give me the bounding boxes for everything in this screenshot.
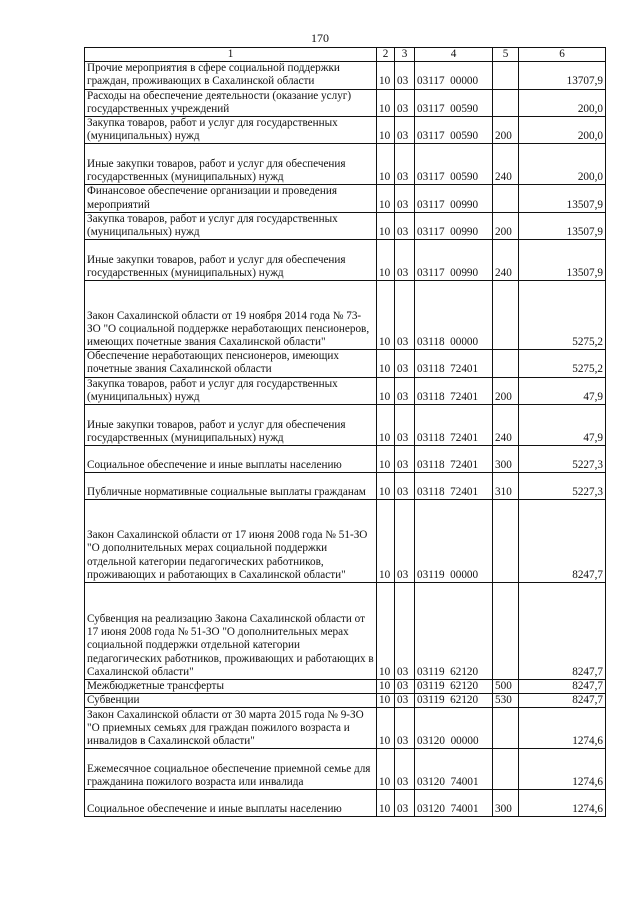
row-section: 10 [377,405,395,446]
row-section: 10 [377,62,395,89]
row-name: Иные закупки товаров, работ и услуг для обеспечения государственных (муниципальных) нужд [85,144,377,185]
row-subsection: 03 [395,473,415,500]
row-subsection: 03 [395,185,415,212]
row-section: 10 [377,144,395,185]
row-amount: 13507,9 [519,212,606,239]
row-expense-type: 240 [493,240,519,281]
row-section: 10 [377,694,395,708]
row-subsection: 03 [395,708,415,749]
row-name: Закупка товаров, работ и услуг для государственных (муниципальных) нужд [85,117,377,144]
row-target-code: 03117 00990 [415,185,493,212]
row-name: Иные закупки товаров, работ и услуг для обеспечения государственных (муниципальных) нужд [85,405,377,446]
row-subsection: 03 [395,405,415,446]
row-expense-type [493,62,519,89]
row-subsection: 03 [395,500,415,583]
row-expense-type: 530 [493,694,519,708]
row-amount: 13707,9 [519,62,606,89]
row-target-code: 03117 00990 [415,240,493,281]
row-name: Прочие мероприятия в сфере социальной поддержки граждан, проживающих в Сахалинской области [85,62,377,89]
row-subsection: 03 [395,144,415,185]
table-row [85,473,606,500]
row-section: 10 [377,749,395,790]
row-section: 10 [377,281,395,350]
col-header: 4 [415,48,493,62]
row-amount: 5275,2 [519,350,606,377]
col-header: 5 [493,48,519,62]
row-name: Ежемесячное социальное обеспечение приемной семье для гражданина пожилого возраста или инвалида [85,749,377,790]
table-row [85,446,606,473]
row-amount: 5275,2 [519,281,606,350]
row-target-code: 03118 72401 [415,473,493,500]
row-section: 10 [377,185,395,212]
table-row [85,694,606,708]
row-expense-type [493,583,519,680]
row-expense-type [493,749,519,790]
row-name: Субвенция на реализацию Закона Сахалинской области от 17 июня 2008 года № 51-ЗО "О дополнительных мерах социальной поддержки отдельной категории педагогических работников, проживающих и работающих в Сахалинской области" [85,583,377,680]
row-target-code: 03117 00590 [415,117,493,144]
row-name: Закон Сахалинской области от 30 марта 2015 года № 9-ЗО "О приемных семьях для граждан пожилого возраста и инвалидов в Сахалинской области" [85,708,377,749]
row-amount: 1274,6 [519,790,606,817]
table-row [85,117,606,144]
row-subsection: 03 [395,583,415,680]
row-section: 10 [377,680,395,694]
row-name: Закупка товаров, работ и услуг для государственных (муниципальных) нужд [85,377,377,404]
table-row [85,89,606,116]
row-expense-type: 240 [493,405,519,446]
row-section: 10 [377,473,395,500]
row-name: Публичные нормативные социальные выплаты гражданам [85,473,377,500]
row-expense-type: 310 [493,473,519,500]
row-name: Субвенции [85,694,377,708]
row-amount: 13507,9 [519,240,606,281]
row-expense-type: 200 [493,212,519,239]
row-section: 10 [377,446,395,473]
row-expense-type: 200 [493,377,519,404]
row-amount: 47,9 [519,405,606,446]
row-target-code: 03119 62120 [415,680,493,694]
table-row [85,708,606,749]
col-header: 6 [519,48,606,62]
row-section: 10 [377,790,395,817]
row-subsection: 03 [395,377,415,404]
row-amount: 1274,6 [519,708,606,749]
row-name: Обеспечение неработающих пенсионеров, имеющих почетные звания Сахалинской области [85,350,377,377]
row-expense-type [493,500,519,583]
row-subsection: 03 [395,281,415,350]
page-number: 170 [311,31,329,45]
row-amount: 200,0 [519,117,606,144]
row-subsection: 03 [395,89,415,116]
col-header: 3 [395,48,415,62]
row-subsection: 03 [395,350,415,377]
row-section: 10 [377,583,395,680]
row-section: 10 [377,240,395,281]
table-row [85,377,606,404]
row-target-code: 03118 72401 [415,446,493,473]
row-target-code: 03117 00000 [415,62,493,89]
row-amount: 13507,9 [519,185,606,212]
row-target-code: 03119 00000 [415,500,493,583]
row-name: Социальное обеспечение и иные выплаты населению [85,446,377,473]
row-target-code: 03117 00590 [415,144,493,185]
row-expense-type: 300 [493,790,519,817]
row-subsection: 03 [395,212,415,239]
row-target-code: 03117 00590 [415,89,493,116]
row-amount: 200,0 [519,144,606,185]
row-expense-type: 240 [493,144,519,185]
row-section: 10 [377,350,395,377]
row-expense-type: 300 [493,446,519,473]
row-amount: 8247,7 [519,680,606,694]
table-body [85,62,606,817]
row-name: Закупка товаров, работ и услуг для государственных (муниципальных) нужд [85,212,377,239]
row-target-code: 03120 74001 [415,749,493,790]
row-subsection: 03 [395,117,415,144]
row-subsection: 03 [395,790,415,817]
table-row [85,240,606,281]
row-section: 10 [377,708,395,749]
row-section: 10 [377,377,395,404]
table-row [85,281,606,350]
row-name: Социальное обеспечение и иные выплаты населению [85,790,377,817]
row-target-code: 03118 72401 [415,350,493,377]
table-row [85,350,606,377]
row-name: Межбюджетные трансферты [85,680,377,694]
row-amount: 8247,7 [519,583,606,680]
row-name: Иные закупки товаров, работ и услуг для обеспечения государственных (муниципальных) нужд [85,240,377,281]
row-target-code: 03118 72401 [415,405,493,446]
row-amount: 8247,7 [519,694,606,708]
table-row [85,144,606,185]
row-amount: 5227,3 [519,446,606,473]
row-target-code: 03117 00990 [415,212,493,239]
table-row [85,185,606,212]
row-subsection: 03 [395,62,415,89]
table-row [85,790,606,817]
table-row [85,212,606,239]
row-name: Закон Сахалинской области от 17 июня 2008 года № 51-ЗО "О дополнительных мерах социальной поддержки отдельной категории педагогических работников, проживающих и работающих в Сахалинской области" [85,500,377,583]
budget-table [84,47,606,817]
row-subsection: 03 [395,694,415,708]
table-row [85,405,606,446]
header-row [85,48,606,62]
row-amount: 1274,6 [519,749,606,790]
row-target-code: 03118 00000 [415,281,493,350]
row-name: Закон Сахалинской области от 19 ноября 2014 года № 73-ЗО "О социальной поддержке неработающих пенсионеров, имеющих почетные звания Сахалинской области" [85,281,377,350]
row-section: 10 [377,500,395,583]
table-row [85,749,606,790]
row-expense-type [493,281,519,350]
row-expense-type [493,350,519,377]
row-target-code: 03119 62120 [415,694,493,708]
row-amount: 5227,3 [519,473,606,500]
table-row [85,583,606,680]
row-expense-type [493,708,519,749]
table-row [85,680,606,694]
row-amount: 47,9 [519,377,606,404]
row-subsection: 03 [395,446,415,473]
row-subsection: 03 [395,680,415,694]
row-target-code: 03119 62120 [415,583,493,680]
row-target-code: 03120 74001 [415,790,493,817]
table-row [85,62,606,89]
row-section: 10 [377,117,395,144]
row-expense-type: 200 [493,117,519,144]
col-header: 1 [85,48,377,62]
row-amount: 8247,7 [519,500,606,583]
row-name: Расходы на обеспечение деятельности (оказание услуг) государственных учреждений [85,89,377,116]
row-expense-type [493,185,519,212]
row-target-code: 03118 72401 [415,377,493,404]
row-amount: 200,0 [519,89,606,116]
row-subsection: 03 [395,749,415,790]
row-target-code: 03120 00000 [415,708,493,749]
col-header: 2 [377,48,395,62]
row-section: 10 [377,212,395,239]
row-subsection: 03 [395,240,415,281]
row-expense-type: 500 [493,680,519,694]
row-expense-type [493,89,519,116]
row-name: Финансовое обеспечение организации и проведения мероприятий [85,185,377,212]
row-section: 10 [377,89,395,116]
table-row [85,500,606,583]
